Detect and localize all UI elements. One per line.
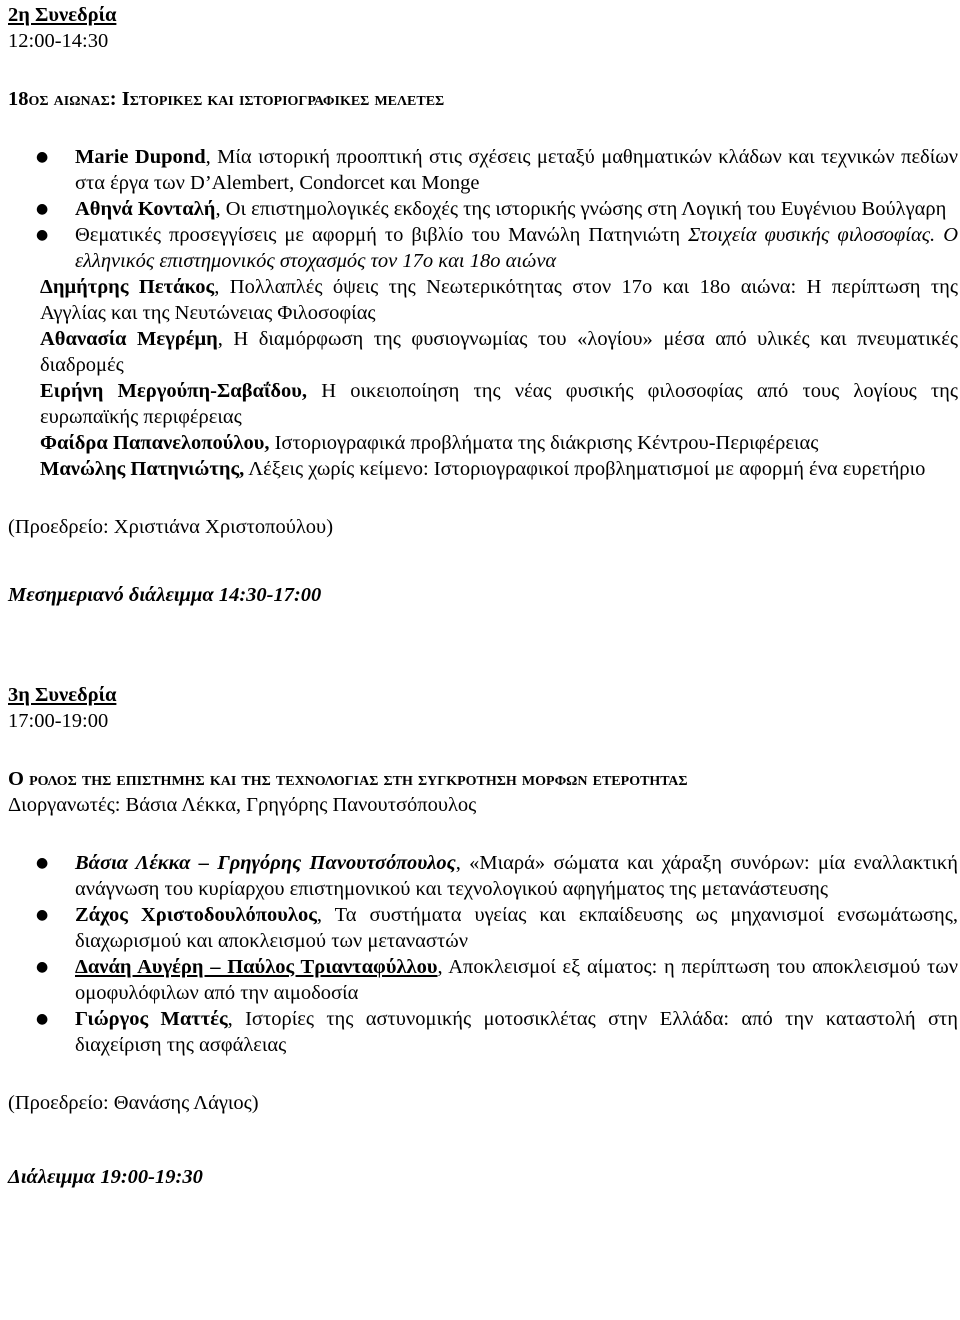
paper-title: Θεματικές προσεγγίσεις με αφορμή το βιβλίο του Μανώλη Πατηνιώτη bbox=[75, 224, 689, 246]
paper-title: , Μία ιστορική προοπτική στις σχέσεις μεταξύ μαθηματικών κλάδων και τεχνικών πεδίων στα έργα των D’Alembert, Condorcet και Monge bbox=[75, 146, 958, 194]
list-item bbox=[8, 326, 958, 378]
list-item bbox=[8, 144, 958, 196]
paper-author: Βάσια Λέκκα – Γρηγόρης Πανουτσόπουλος bbox=[75, 852, 456, 874]
paper-author: Φαίδρα Παπανελοπούλου, bbox=[40, 432, 270, 454]
paper-title: , Αποκλεισμοί εξ αίματος: η περίπτωση του αποκλεισμού των ομοφυλόφιλων από την αιμοδοσία bbox=[75, 956, 958, 1004]
paper-title: , Τα συστήματα υγείας και εκπαίδευσης ως μηχανισμοί ενσωμάτωσης, διαχωρισμού και αποκλεισμού των μεταναστών bbox=[75, 904, 958, 952]
paper-author: Ζάχος Χριστοδουλόπουλος bbox=[75, 904, 317, 926]
paper-title: Η οικειοποίηση της νέας φυσικής φιλοσοφίας από τους λογίους της ευρωπαϊκής περιφέρειας bbox=[40, 380, 958, 428]
paper-author: Γιώργος Ματτές bbox=[75, 1008, 228, 1030]
paper-author: Δημήτρης Πετάκος bbox=[40, 276, 215, 298]
program-page bbox=[8, 0, 958, 1190]
sub-paper-list bbox=[8, 274, 958, 482]
paper-author: Αθηνά Κονταλή bbox=[75, 198, 216, 220]
session3-time: 17:00-19:00 bbox=[8, 710, 109, 732]
book-title: Στοιχεία φυσικής φιλοσοφίας. Ο ελληνικός επιστημονικός στοχασμός τον 17ο και 18ο αιώνα bbox=[75, 224, 958, 272]
list-item bbox=[8, 196, 958, 222]
list-item bbox=[8, 430, 958, 456]
session3-organizers: Διοργανωτές: Βάσια Λέκκα, Γρηγόρης Πανουτσόπουλος bbox=[8, 794, 477, 816]
paper-title: , Οι επιστημολογικές εκδοχές της ιστορικής γνώσης στη Λογική του Ευγένιου Βούλγαρη bbox=[215, 198, 947, 220]
paper-author: Marie Dupond bbox=[75, 146, 206, 168]
list-item bbox=[8, 378, 958, 430]
paper-title: , Πολλαπλές όψεις της Νεωτερικότητας στον 17ο και 18ο αιώνα: Η περίπτωση της Αγγλίας και της Νευτώνειας Φιλοσοφίας bbox=[40, 276, 958, 324]
paper-title: , Ιστορίες της αστυνομικής μοτοσικλέτας στην Ελλάδα: από την καταστολή στη διαχείριση της ασφάλειας bbox=[75, 1008, 958, 1056]
bullet-icon: ● bbox=[36, 201, 49, 217]
session3-chair: (Προεδρείο: Θανάσης Λάγιος) bbox=[8, 1092, 259, 1114]
session3-theme: Ο ρολος της επιστημης και της τεχνολογιας στη συγκροτηση μορφων ετεροτητας bbox=[8, 768, 688, 790]
paper-author: Μανώλης Πατηνιώτης, bbox=[40, 458, 245, 480]
list-item bbox=[8, 902, 958, 954]
paper-author: Ειρήνη Μεργούπη-Σαβαΐδου, bbox=[40, 380, 308, 402]
bullet-icon: ● bbox=[36, 959, 49, 975]
session3-title: 3η Συνεδρία bbox=[8, 684, 117, 706]
bullet-icon: ● bbox=[36, 907, 49, 923]
paper-author: Αθανασία Μεγρέμη bbox=[40, 328, 218, 350]
list-item bbox=[8, 456, 958, 482]
session2-chair: (Προεδρείο: Χριστιάνα Χριστοπούλου) bbox=[8, 516, 334, 538]
session2-time: 12:00-14:30 bbox=[8, 30, 109, 52]
paper-title: , «Μιαρά» σώματα και χάραξη συνόρων: μία εναλλακτική ανάγνωση του κυρίαρχου επιστημονικού και τεχνολογικού αφηγήματος της μετανάστευσης bbox=[75, 852, 958, 900]
list-item bbox=[8, 954, 958, 1006]
list-item bbox=[8, 222, 958, 274]
paper-title: Λέξεις χωρίς κείμενο: Ιστοριογραφικοί προβληματισμοί με αφορμή ένα ευρετήριο bbox=[244, 458, 926, 480]
bullet-icon: ● bbox=[36, 855, 49, 871]
paper-author: Δανάη Αυγέρη – Παύλος Τριανταφύλλου bbox=[75, 956, 438, 978]
session3-paper-list bbox=[8, 850, 958, 1058]
session2-title: 2η Συνεδρία bbox=[8, 4, 117, 26]
list-item bbox=[8, 1006, 958, 1058]
paper-title: , Η διαμόρφωση της φυσιογνωμίας του «λογίου» μέσα από υλικές και πνευματικές διαδρομές bbox=[40, 328, 958, 376]
evening-break: Διάλειμμα 19:00-19:30 bbox=[8, 1166, 203, 1188]
lunch-break: Μεσημεριανό διάλειμμα 14:30-17:00 bbox=[8, 584, 322, 606]
session2-paper-list bbox=[8, 144, 958, 274]
list-item bbox=[8, 850, 958, 902]
paper-title: Ιστοριογραφικά προβλήματα της διάκρισης Κέντρου-Περιφέρειας bbox=[269, 432, 819, 454]
bullet-icon: ● bbox=[36, 227, 49, 243]
session2-theme: 18ος αιωνας: Ιστορικες και ιστοριογραφικες μελετες bbox=[8, 88, 445, 110]
bullet-icon: ● bbox=[36, 1011, 49, 1027]
bullet-icon: ● bbox=[36, 149, 49, 165]
list-item bbox=[8, 274, 958, 326]
